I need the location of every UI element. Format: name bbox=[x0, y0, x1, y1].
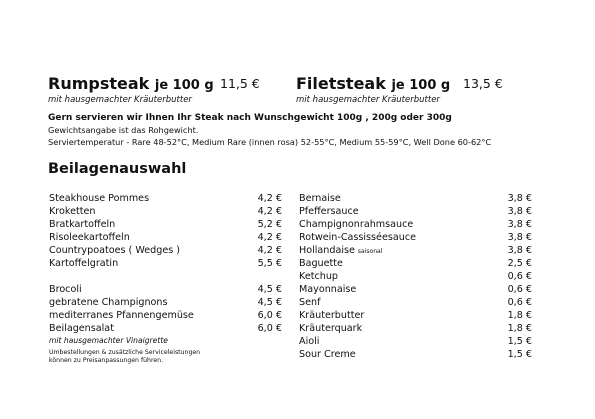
filetsteak-price: 13,5 € bbox=[463, 76, 503, 91]
temperature-note: Serviertemperatur - Rare 48-52°C, Medium Rare (innen rosa) 52-55°C, Medium 55-59°C, Well Done 60-62°C bbox=[48, 137, 492, 147]
seasonal-tag: saisonal bbox=[357, 248, 383, 255]
rumpsteak-price: 11,5 € bbox=[220, 76, 260, 91]
filetsteak-title: Filetsteak je 100 g bbox=[296, 74, 451, 93]
sides-title: Beilagenauswahl bbox=[48, 161, 187, 177]
fine-print-line-2: können zu Preisanpassungen führen. bbox=[49, 357, 164, 364]
filetsteak-note: mit hausgemachter Kräuterbutter bbox=[296, 95, 440, 105]
rumpsteak-note: mit hausgemachter Kräuterbutter bbox=[48, 95, 192, 105]
fine-print-line-1: Umbestellungen & zusätzliche Serviceleistungen bbox=[49, 349, 201, 356]
weight-note: Gewichtsangabe ist das Rohgewicht. bbox=[48, 125, 199, 135]
rumpsteak-title: Rumpsteak je 100 g bbox=[48, 74, 214, 93]
salad-note: mit hausgemachter Vinaigrette bbox=[49, 336, 168, 345]
menu-page: Rumpsteak je 100 g 11,5 € mit hausgemachter Kräuterbutter Filetsteak je 100 g 13,5 € mit hausgemachter Kräuterbutter Gern servieren wir Ihnen Ihr Steak nach Wunschgewicht 100g , 200g oder 300g Gewichtsangabe ist das Rohgewicht. Serviertemperatur - Rare 48-52°C, Medium Rare (innen rosa) 52-55°C, Medium 55-59°C, Well Done 60-62°C Beilagenauswahl Steakhouse Pommes 4,2 € Kroketten 4,2 € Bratkartoffeln 5,2 € Risoleekartoffeln 4,2 € Countrypoatoes ( Wedges ) 4,2 € Kartoffelgratin 5,5 € Brocoli 4,5 € gebratene Champignons 4,5 € mediterranes Pfannengemüse 6,0 € Beilagensalat 6,0 € mit hausgemachter Vinaigrette Umbestellungen & zusätzliche Serviceleistungen können zu Preisanpassungen führen. Bernaise 3,8 € Pfeffersauce 3,8 € Champignonrahmsauce 3,8 € Rotwein-Cassisséesauce 3,8 € Hollandaise saisonal 3,8 € Baguette 2,5 € Ketchup 0,6 € Mayonnaise 0,6 € Senf 0,6 € Kräuterbutter 1,8 € Kräuterquark 1,8 € Aioli 1,5 € Sour Creme 1,5 € bbox=[48, 74, 532, 364]
serving-headline: Gern servieren wir Ihnen Ihr Steak nach Wunschgewicht 100g , 200g oder 300g bbox=[48, 113, 452, 123]
